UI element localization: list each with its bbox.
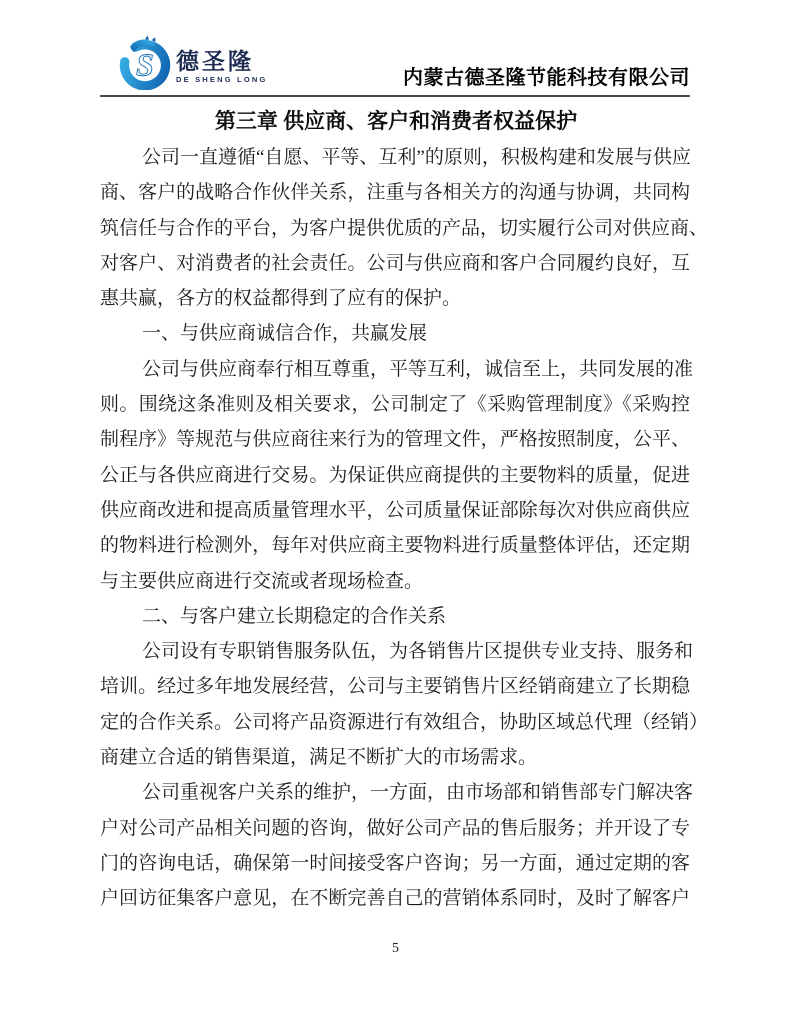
logo-text [176,49,268,84]
text-line: 公正与各供应商进行交易。为保证供应商提供的主要物料的质量，促进 [100,464,690,486]
text-line: 公司与供应商奉行相互尊重，平等互利，诚信至上，共同发展的准 [142,358,694,380]
text-line: 商建立合适的销售渠道，满足不断扩大的市场需求。 [100,747,538,769]
text-line: 供应商改进和提高质量管理水平，公司质量保证部除每次对供应商供应 [100,499,690,521]
text-line: 户对公司产品相关问题的咨询，做好公司产品的售后服务；并开设了专 [100,817,690,839]
text-line: 一、与供应商诚信合作，共赢发展 [142,323,428,345]
text-line: 筑信任与合作的平台，为客户提供优质的产品，切实履行公司对供应商、 [100,217,709,239]
text-line: 与主要供应商进行交流或者现场检查。 [100,570,424,592]
text-line: 惠共赢，各方的权益都得到了应有的保护。 [100,288,462,310]
chapter-title: 第三章 供应商、客户和消费者权益保护 [214,109,578,133]
text-line: 则。围绕这条准则及相关要求，公司制定了《采购管理制度》《采购控 [100,394,690,416]
company-name: 内蒙古德圣隆节能科技有限公司 [403,67,690,89]
paragraph [100,634,709,775]
paragraph [100,352,694,599]
document-body [100,140,709,917]
header-divider [100,95,690,97]
text-line: 二、与客户建立长期稳定的合作关系 [142,605,447,627]
dragon-logo-icon [117,35,173,90]
logo-cn-label: 德圣隆 [176,48,254,74]
paragraph [100,140,709,316]
svg-text:S: S [136,47,154,83]
section-heading [100,316,690,351]
text-line: 公司设有专职销售服务队伍，为各销售片区提供专业支持、服务和 [142,641,694,663]
text-line: 户回访征集客户意见，在不断完善自己的营销体系同时，及时了解客户 [100,888,690,910]
text-line: 公司一直遵循“自愿、平等、互利”的原则，积极构建和发展与供应 [142,147,691,168]
text-line: 公司重视客户关系的维护，一方面，由市场部和销售部专门解决客 [142,782,694,804]
text-line: 的物料进行检测外，每年对供应商主要物料进行质量整体评估，还定期 [100,535,690,557]
page-number: 5 [392,941,399,956]
logo-en-label: DE SHENG LONG [176,75,268,84]
text-line: 定的合作关系。公司将产品资源进行有效组合，协助区域总代理（经销） [100,711,709,733]
text-line: 对客户、对消费者的社会责任。公司与供应商和客户合同履约良好，互 [100,252,690,274]
section-heading [100,599,690,634]
text-line: 培训。经过多年地发展经营，公司与主要销售片区经销商建立了长期稳 [100,676,690,698]
text-line: 商、客户的战略合作伙伴关系，注重与各相关方的沟通与协调，共同构 [100,182,690,204]
text-line: 制程序》等规范与供应商往来行为的管理文件，严格按照制度，公平、 [100,429,690,451]
paragraph [100,775,694,916]
text-line: 门的咨询电话，确保第一时间接受客户咨询；另一方面，通过定期的客 [100,852,690,874]
company-logo [117,35,268,90]
